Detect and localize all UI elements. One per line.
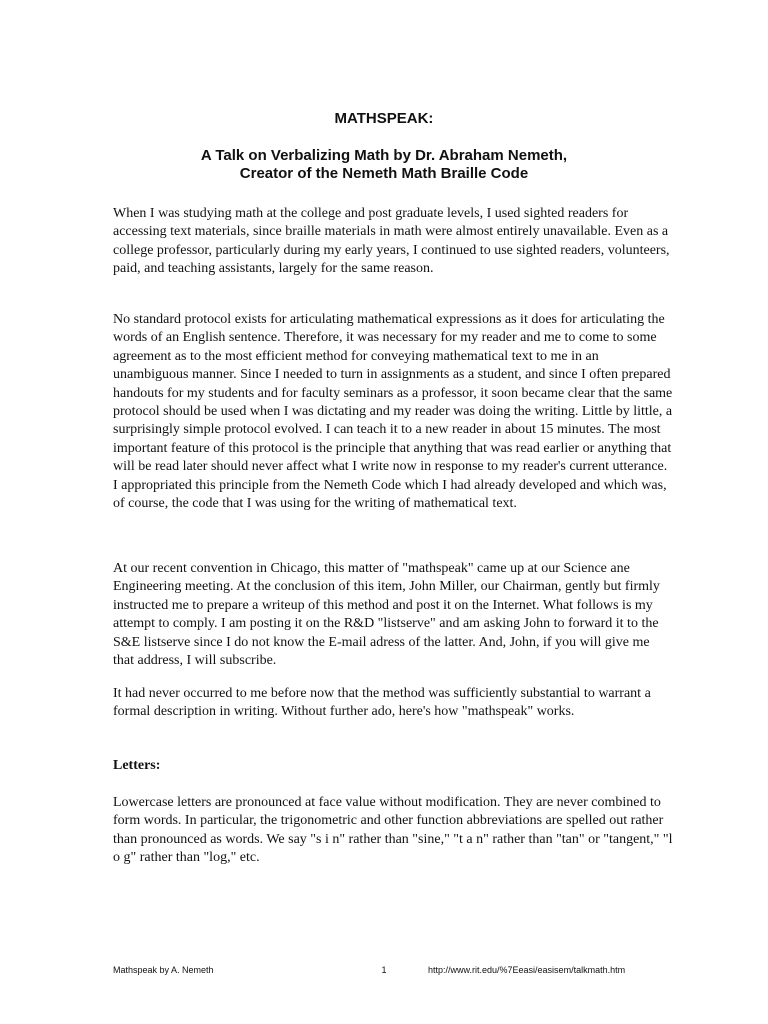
document-title: MATHSPEAK: (334, 110, 434, 127)
section-paragraph-letters: Lowercase letters are pronounced at face value without modification. They are never combined to form words. In particular, the trigonometric and other function abbreviations are spelled out rather than pronounced as words. We say "s i n" rather than "sine," "t a n" rather than "tan" or "tangent," "l o g" rather than "log," etc. (113, 795, 673, 866)
paragraph-3: At our recent convention in Chicago, this matter of "mathspeak" came up at our Science ane Engineering meeting. At the conclusion of this item, John Miller, our Chairman, gently but firmly instructed me to prepare a writeup of this method and post it on the Internet. What follows is my attempt to comply. I am posting it on the R&D "listserve" and am asking John to forward it to the S&E listserve since I do not know the E-mail adress of the latter. And, John, if you will give me that address, I will subscribe. (113, 561, 660, 669)
document-subtitle-line-2: Creator of the Nemeth Math Braille Code (239, 165, 529, 182)
footer-author: Mathspeak by A. Nemeth (113, 965, 214, 975)
footer-url: http://www.rit.edu/%7Eeasi/easisem/talkmath.htm (428, 965, 626, 975)
paragraph-4: It had never occurred to me before now that the method was sufficiently substantial to warrant a formal description in writing. Without further ado, here's how "mathspeak" works. (113, 686, 651, 720)
paragraph-2: No standard protocol exists for articulating mathematical expressions as it does for articulating the words of an English sentence. Therefore, it was necessary for my reader and me to come to some agreement as to the most efficient method for conveying mathematical text to me in an unambiguous manner. Since I needed to turn in assignments as a student, and since I often prepared handouts for my students and for faculty seminars as a professor, it soon became clear that the same protocol should be used when I was dictating and my reader was doing the writing. Little by little, a surprisingly simple protocol evolved. I can teach it to a new reader in about 15 minutes. The most important feature of this protocol is the principle that anything that was read earlier or anything that will be read later should never affect what I write now in response to my reader's current utterance. I appropriated this principle from the Nemeth Code which I had already developed and which was, of course, the code that I was using for the writing of mathematical text. (113, 312, 673, 512)
document-subtitle-line-1: A Talk on Verbalizing Math by Dr. Abraham Nemeth, (200, 147, 568, 164)
paragraph-1: When I was studying math at the college and post graduate levels, I used sighted readers for accessing text materials, since braille materials in math were almost entirely unavailable. Even as a college professor, particularly during my early years, I continued to use sighted readers, volunteers, paid, and teaching assistants, largely for the same reason. (113, 206, 670, 277)
footer-page-number: 1 (381, 965, 387, 975)
section-heading-letters: Letters: (113, 758, 161, 773)
